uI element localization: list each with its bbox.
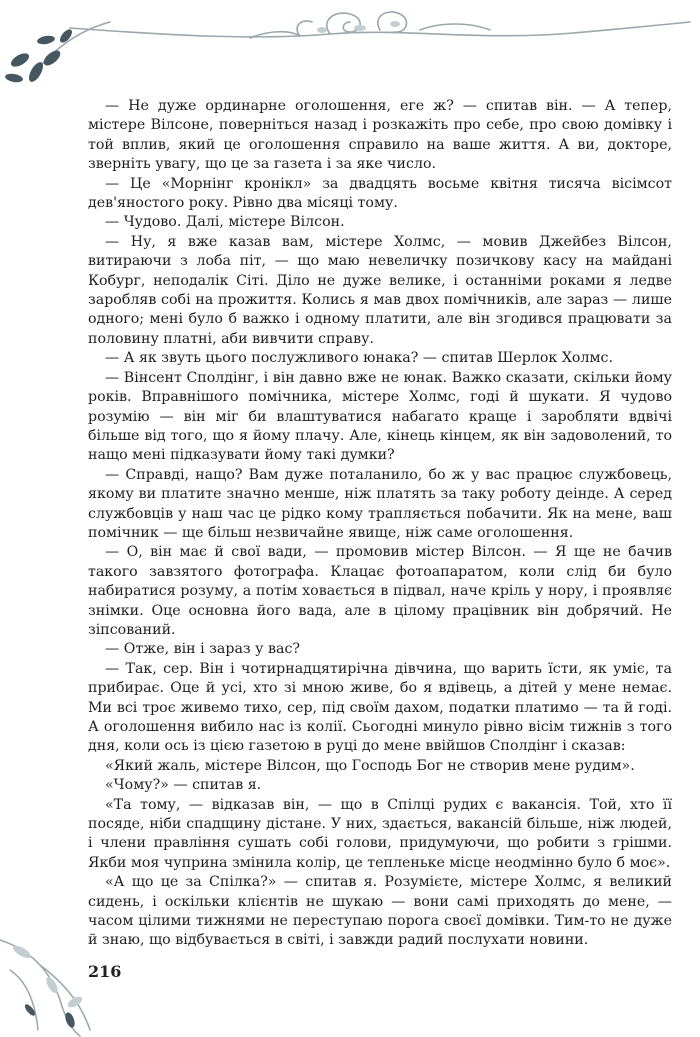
bottom-floral-ornament	[0, 930, 180, 1037]
page-number: 216	[88, 962, 122, 981]
paragraph: — Чудово. Далі, містере Вілсон.	[105, 214, 345, 231]
body-text	[88, 97, 672, 951]
paragraph: — О, він має й свої вади, — промовив містер Вілсон. — Я ще не бачив такого завзятого фотографа. Клацає фотоапаратом, коли слід би було набиратися розуму, а потім ховається в підвал, наче кріль у нору, і проявляє знімки. Оце основна його вада, але в цілому працівник він добрячий. Не зіпсований.	[88, 544, 672, 638]
paragraph: — Це «Морнінг кронікл» за двадцять восьме квітня тисяча вісімсот дев'яностого року. Рівно два місяці тому.	[88, 175, 672, 212]
paragraph: «Та тому, — відказав він, — що в Спілці рудих є вакансія. Той, хто її посяде, ніби спадщину дістане. У них, здається, вакансій більше, ніж людей, і члени правління сушать собі голови, придумуючи, що робити з грішми. Якби моя чуприна змінила колір, це тепленьке місце неодмінно було б моє».	[88, 796, 672, 871]
paragraph: — Не дуже ординарне оголошення, еге ж? — спитав він. — А тепер, містере Вілсоне, поверніться назад і розкажіть про себе, про свою домівку і той вплив, який це оголошення справило на ваше життя. А ви, докторе, зверніть увагу, що це за газета і за яке число.	[88, 98, 672, 173]
paragraph: — Ну, я вже казав вам, містере Холмс, — мовив Джейбез Вілсон, витираючи з лоба піт, — що маю невеличку позичкову касу на майдані Кобург, неподалік Сіті. Діло не дуже велике, і останніми роками я ледве заробляв собі на прожиття. Колись я мав двох помічників, але зараз — лише одного; мені було б важко і одному платити, але він згодився працювати за половину платні, аби вивчити справу.	[88, 233, 672, 347]
paragraph: «Чому?» — спитав я.	[105, 777, 262, 794]
paragraph: — А як звуть цього послужливого юнака? — спитав Шерлок Холмс.	[105, 350, 613, 367]
top-floral-ornament	[0, 0, 700, 90]
paragraph: — Справді, нащо? Вам дуже поталанило, бо ж у вас працює службовець, якому ви платите значно менше, ніж платять за таку роботу деінде. А серед службовців у наш час це рідко кому трапляється побачити. Як на мене, ваш помічник — ще більш незвичайне явище, ніж саме оголошення.	[88, 466, 672, 541]
paragraph: «Який жаль, містере Вілсон, що Господь Бог не створив мене рудим».	[105, 757, 635, 774]
paragraph: «А що це за Спілка?» — спитав я. Розумієте, містере Холмс, я великий сидень, і оскільки клієнтів не шукаю — вони самі приходять до мене, — часом цілими тижнями не переступаю порога своєї домівки. Тим-то не дуже й знаю, що відбувається в світі, і завжди радий послухати новини.	[88, 874, 672, 949]
paragraph: — Отже, він і зараз у вас?	[105, 641, 301, 658]
paragraph: — Вінсент Сполдінг, і він давно вже не юнак. Важко сказати, скільки йому років. Вправнішого помічника, містере Холмс, годі й шукати. Я чудово розумію — він міг би влаштуватися набагато краще і заробляти вдвічі більше від того, що я йому плачу. Але, кінець кінцем, як він задоволений, то нащо мені підказувати йому такі думки?	[88, 369, 672, 464]
paragraph: — Так, сер. Він і чотирнадцятирічна дівчина, що варить їсти, як уміє, та прибирає. Оце й усі, хто зі мною живе, бо я вдівець, а дітей у мене немає. Ми всі троє живемо тихо, сер, під своїм дахом, податки платимо — та й годі. А оголошення вибило нас із колії. Сьогодні минуло рівно вісім тижнів з того дня, коли ось із цією газетою в руці до мене ввійшов Сполдінг і сказав:	[88, 660, 672, 755]
